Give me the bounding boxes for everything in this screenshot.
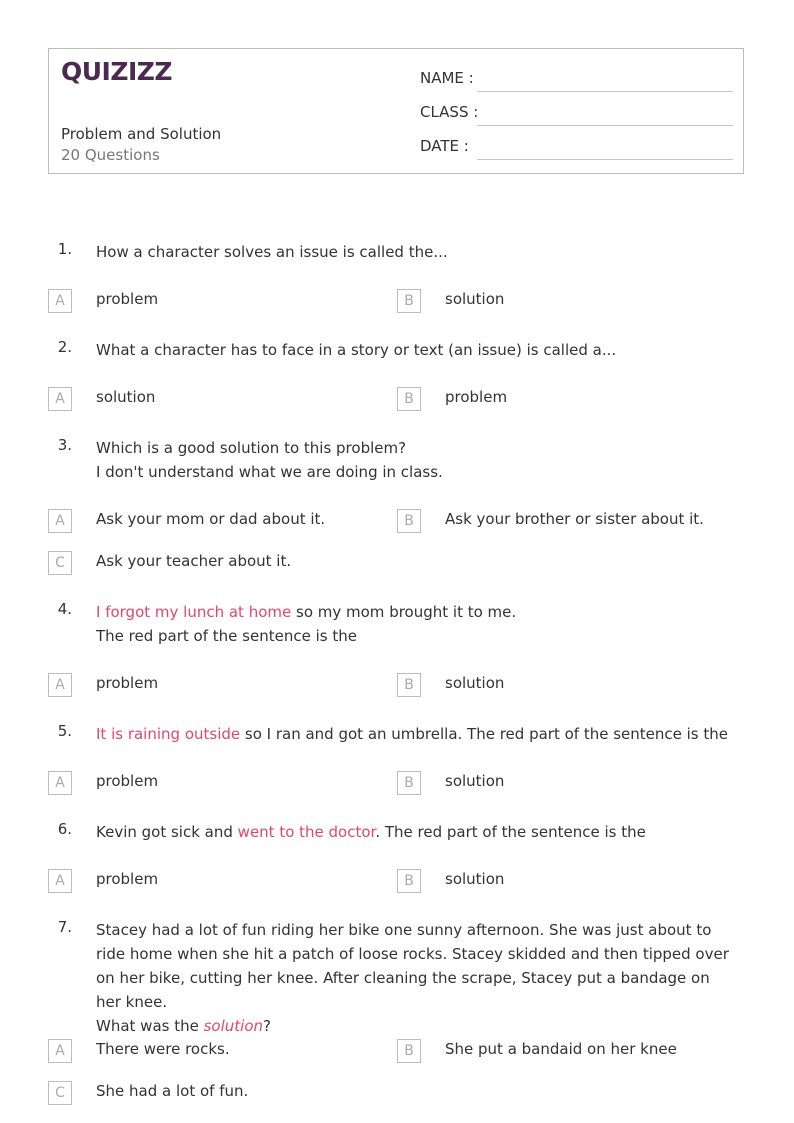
option-letter-box[interactable]: B <box>397 509 421 533</box>
question-text-rest: so my mom brought it to me. <box>291 603 517 621</box>
option-text: problem <box>96 290 159 308</box>
question-number: 2. <box>57 338 72 356</box>
question-number: 6. <box>57 820 72 838</box>
question-paragraph: Stacey had a lot of fun riding her bike one sunny afternoon. She was just about to ride home when she hit a patch of loose rocks. Stacey skidded and then tipped over on her bike, cutting her knee. After cleaning the scrape, Stacey put a bandage on her knee. <box>96 921 729 1011</box>
question-text <box>96 918 734 1038</box>
option-letter-box[interactable]: B <box>397 673 421 697</box>
option-text: solution <box>445 772 505 790</box>
question-text <box>96 722 736 746</box>
option-text: Ask your mom or dad about it. <box>96 510 326 528</box>
option-letter-box[interactable]: A <box>48 387 72 411</box>
option-text: Ask your brother or sister about it. <box>445 510 704 528</box>
question-text: What a character has to face in a story or text (an issue) is called a... <box>96 341 617 359</box>
option-text: There were rocks. <box>96 1040 230 1058</box>
option-letter-box[interactable]: A <box>48 509 72 533</box>
highlighted-solution: went to the doctor <box>237 823 376 841</box>
option-text: problem <box>96 674 159 692</box>
highlighted-problem: I forgot my lunch at home <box>96 603 292 621</box>
option-letter-box[interactable]: A <box>48 771 72 795</box>
option-text: solution <box>96 388 156 406</box>
option-letter-box[interactable]: C <box>48 551 72 575</box>
class-line[interactable] <box>477 125 733 126</box>
option-text: problem <box>445 388 508 406</box>
option-text: solution <box>445 674 505 692</box>
question-text <box>96 820 736 844</box>
option-text: Ask your teacher about it. <box>96 552 292 570</box>
option-letter-box[interactable]: B <box>397 289 421 313</box>
question-number: 4. <box>57 600 72 618</box>
question-count: 20 Questions <box>61 146 160 164</box>
option-letter-box[interactable]: B <box>397 1039 421 1063</box>
question-text-rest: so I ran and got an umbrella. The red part of the sentence is the <box>240 725 728 743</box>
question-text <box>96 436 736 484</box>
worksheet-header <box>48 48 744 174</box>
question-line: The red part of the sentence is the <box>96 627 357 645</box>
highlighted-solution: solution <box>203 1017 264 1035</box>
option-text: She had a lot of fun. <box>96 1082 249 1100</box>
question-line <box>96 1014 734 1038</box>
date-label: DATE : <box>420 137 469 155</box>
question-ask-after: ? <box>263 1017 271 1035</box>
question-number: 7. <box>57 918 72 936</box>
option-letter-box[interactable]: A <box>48 289 72 313</box>
question-line: Which is a good solution to this problem? <box>96 439 407 457</box>
option-letter-box[interactable]: B <box>397 771 421 795</box>
worksheet-title: Problem and Solution <box>61 125 222 143</box>
option-letter-box[interactable]: B <box>397 387 421 411</box>
option-letter-box[interactable]: A <box>48 1039 72 1063</box>
quizizz-logo: QUIZIZZ <box>61 57 173 86</box>
option-text: problem <box>96 772 159 790</box>
option-text: problem <box>96 870 159 888</box>
option-letter-box[interactable]: A <box>48 869 72 893</box>
question-text-after: . The red part of the sentence is the <box>375 823 646 841</box>
name-label: NAME : <box>420 69 474 87</box>
class-label: CLASS : <box>420 103 479 121</box>
option-letter-box[interactable]: C <box>48 1081 72 1105</box>
option-text: solution <box>445 870 505 888</box>
question-number: 3. <box>57 436 72 454</box>
name-line[interactable] <box>477 91 733 92</box>
question-line <box>96 600 736 624</box>
question-text <box>96 600 736 648</box>
highlighted-problem: It is raining outside <box>96 725 241 743</box>
question-text-before: Kevin got sick and <box>96 823 238 841</box>
question-text: How a character solves an issue is called the... <box>96 243 448 261</box>
option-letter-box[interactable]: B <box>397 869 421 893</box>
option-text: solution <box>445 290 505 308</box>
date-line[interactable] <box>477 159 733 160</box>
question-number: 5. <box>57 722 72 740</box>
option-text: She put a bandaid on her knee <box>445 1040 677 1058</box>
question-line: I don't understand what we are doing in class. <box>96 463 443 481</box>
question-number: 1. <box>57 240 72 258</box>
option-letter-box[interactable]: A <box>48 673 72 697</box>
question-ask-before: What was the <box>96 1017 204 1035</box>
